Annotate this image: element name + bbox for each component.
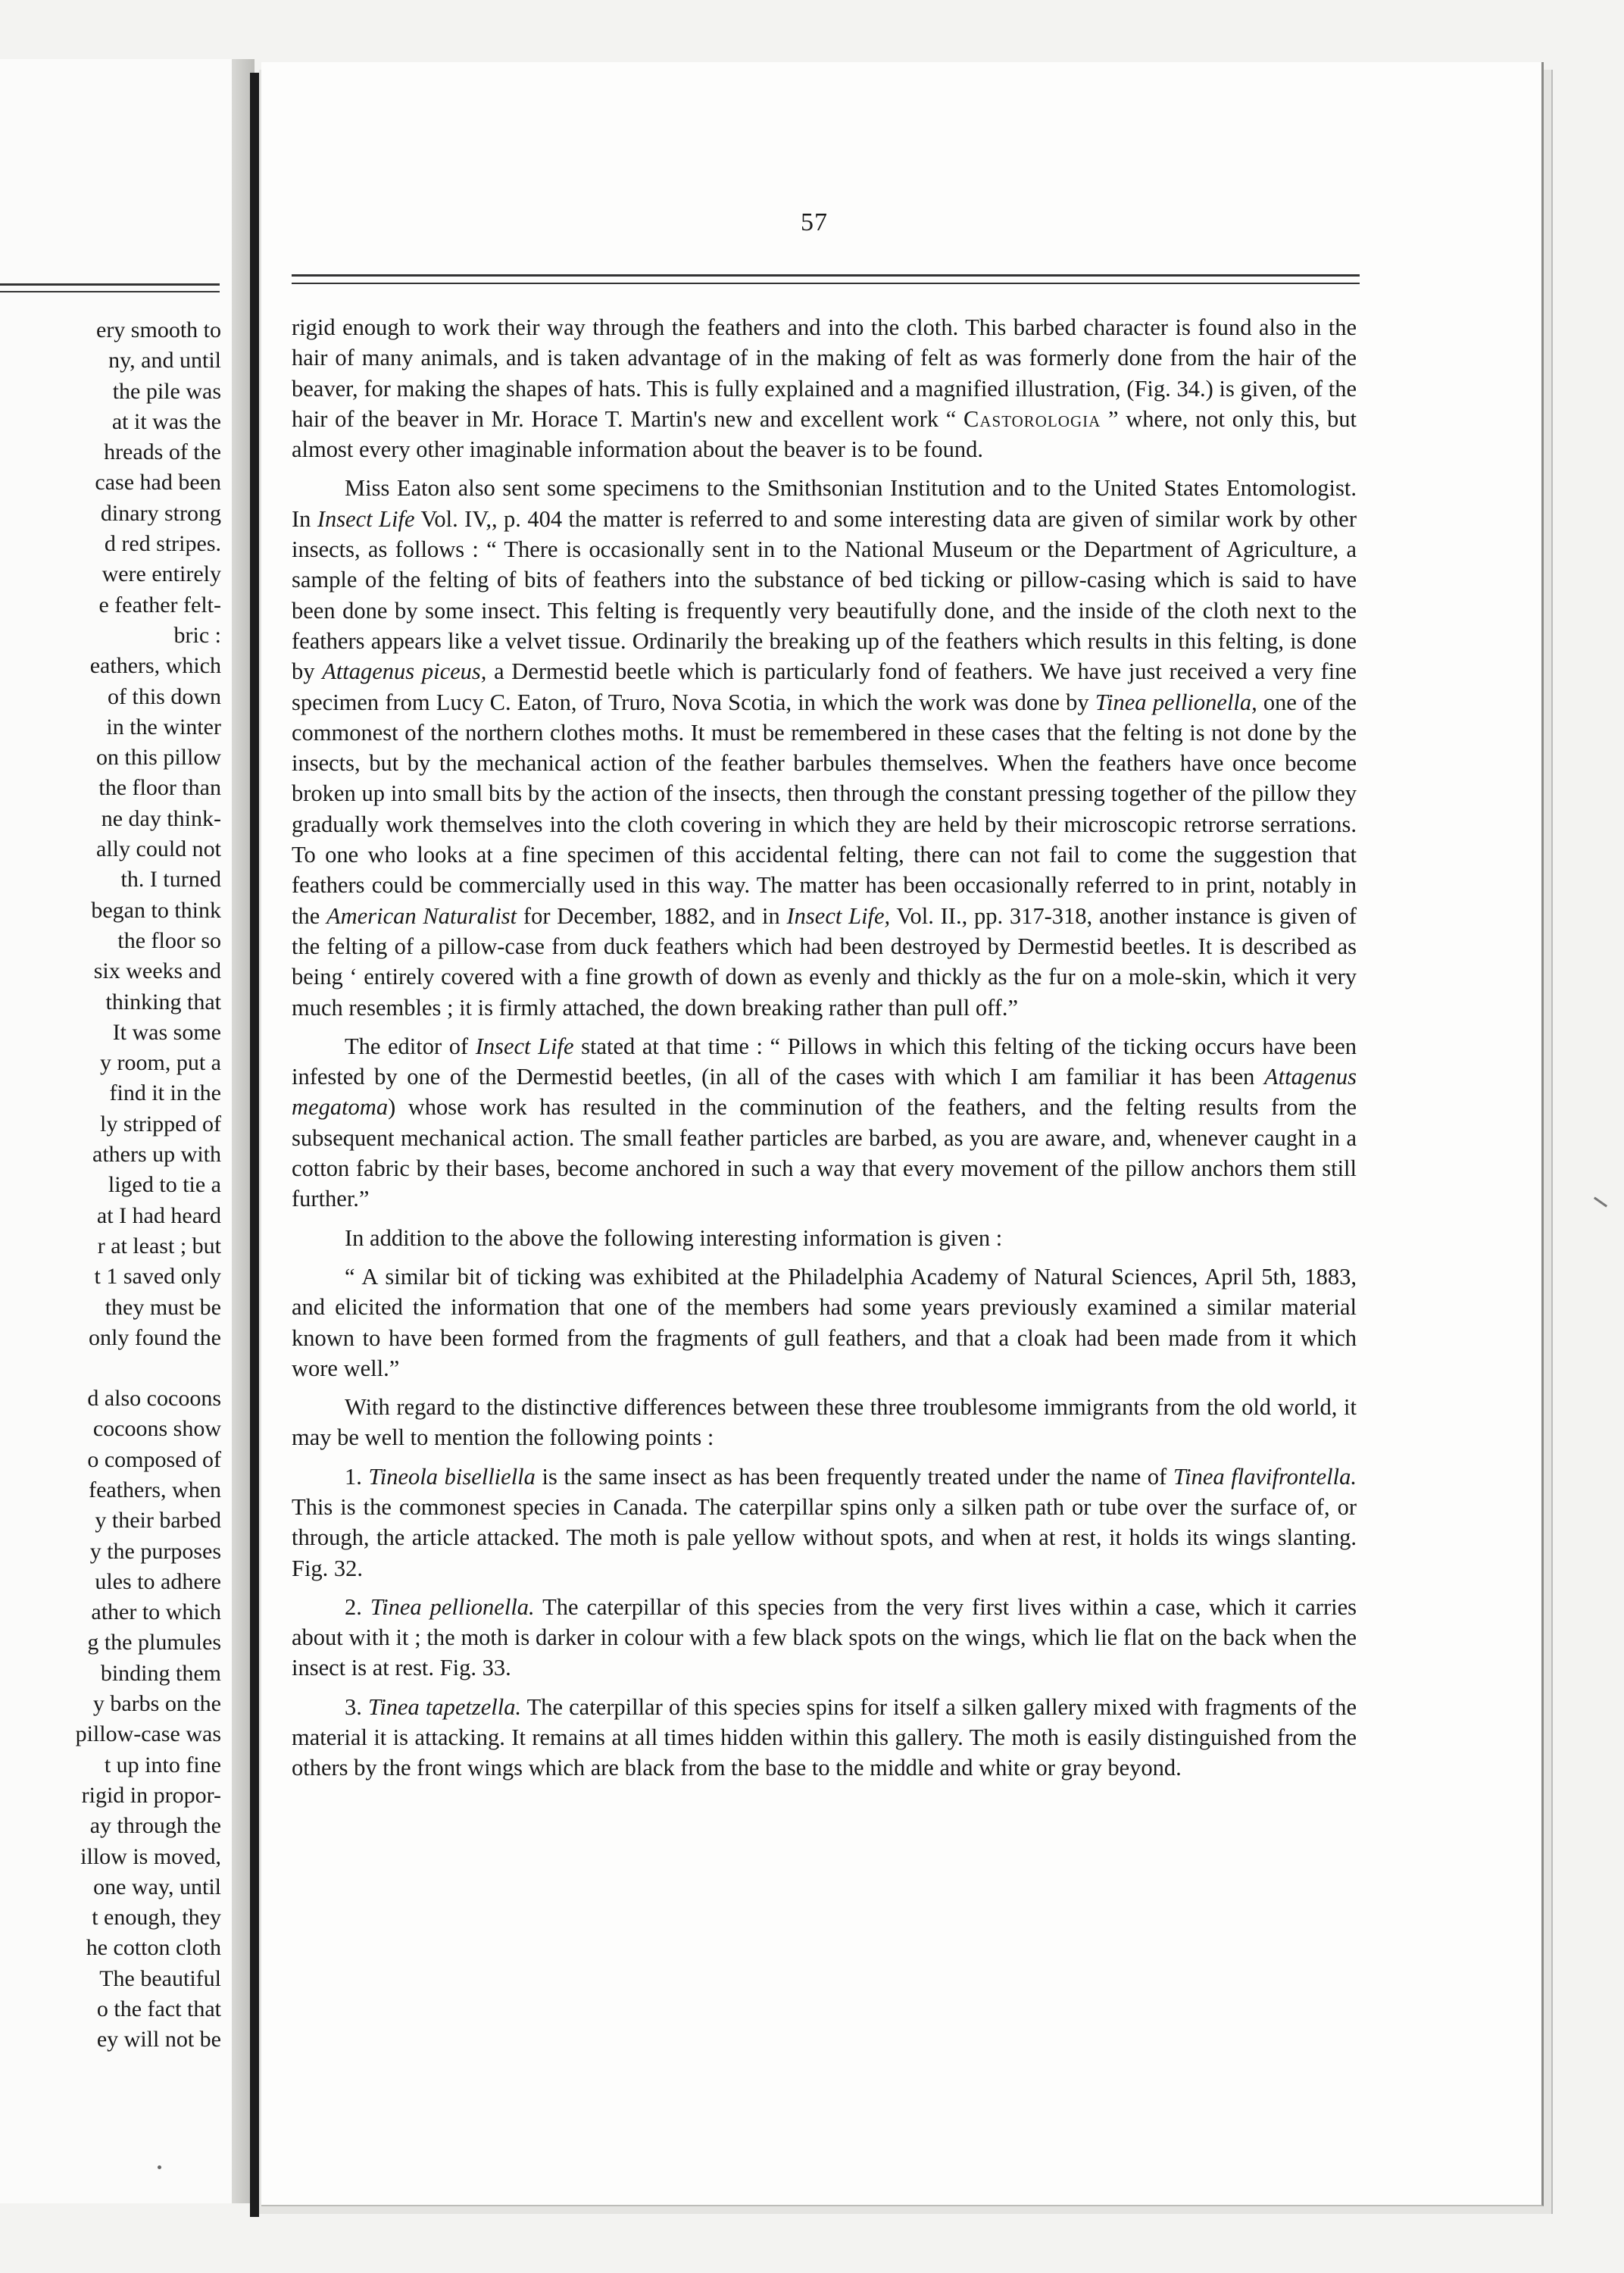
book-title-castorologia: Castorologia (963, 405, 1101, 432)
paragraph-additional-info: In addition to the above the following interesting information is given : (345, 1224, 1003, 1251)
species-name: Tinea pellionella, (1095, 689, 1257, 715)
list-number: 3. (345, 1693, 368, 1720)
left-page-line: t up into fine (104, 1752, 221, 1777)
paragraph-text: is the same insect as has been frequently treated under the name of (535, 1463, 1173, 1490)
species-name: Attagenus piceus, (322, 658, 487, 685)
left-page-line: in the winter (106, 714, 221, 739)
list-item-tineola-biselliella (292, 1462, 1357, 1584)
left-page-line: at it was the (111, 408, 221, 434)
paragraph-text: stated at that time : “ Pillows in which this felting of the ticking occurs have been infested by one of the Dermestid beetles, (in all of the cases with which I am familiar it has been (292, 1033, 1357, 1090)
left-page-line: ey will not be (96, 2027, 221, 2053)
left-page-line: o the fact that (96, 1996, 221, 2022)
left-page-line: feathers, when (89, 1477, 221, 1502)
left-page-line: athers up with (92, 1142, 221, 1168)
left-page-line: t enough, they (92, 1905, 221, 1931)
left-page-line: at I had heard (96, 1202, 221, 1228)
left-page-line: y room, put a (100, 1050, 221, 1076)
left-page-line: ery smooth to (96, 317, 221, 342)
left-page-line: ly stripped of (100, 1111, 221, 1136)
left-page-line: he cotton cloth (86, 1935, 221, 1961)
left-page-line: pillow-case was (75, 1721, 221, 1747)
left-page-line: ny, and until (108, 348, 221, 374)
left-page-line: they must be (105, 1294, 221, 1320)
species-name: Tinea flavifrontella. (1173, 1463, 1357, 1490)
paragraph-text: This is the commonest species in Canada. The caterpillar spins only a silken path or tube over the surface of, or through, the article attacked. The moth is pale yellow without spots, and when at rest, it holds its wings slanting. Fig. 32. (292, 1493, 1357, 1581)
left-page-line: e feather felt- (98, 592, 221, 617)
species-name: Tinea tapetzella. (367, 1693, 522, 1720)
left-page-line: The beautiful (99, 1965, 221, 1991)
left-page-line: six weeks and (93, 958, 221, 984)
paragraph-text: one of the commonest of the northern clothes moths. It must be remembered in these cases that the felting is not done by the insects, but by the mechanical action of the feather barbules themselves. When the feathers have once become broken up into small bits by the action of the insects, then through the constant pressing together of the pillow they gradually work themselves into the cloth covering in which they are held by their microscopic retrorse serrations. To one who looks at a fine specimen of this accidental felting, there can not fail to come the suggestion that feathers could be commercially used in this way. The matter has been occasionally referred to in print, notably in the (292, 689, 1357, 929)
paragraph-distinctive-differences: With regard to the distinctive differences between these three troublesome immigrants from the old world, it may be well to mention the following points : (292, 1394, 1357, 1451)
left-page-line: y barbs on the (92, 1691, 221, 1717)
left-page-line: ally could not (96, 836, 221, 862)
left-page-line: r at least ; but (97, 1233, 221, 1258)
left-page-line: ules to adhere (95, 1568, 221, 1594)
paragraph-text: The caterpillar of this species spins for itself a silken gallery mixed with fragments of the material it is attacking. It remains at all times hidden within this gallery. The moth is easily distinguished from the others by the front wings which are black from the base to the middle and white or gray beyond. (292, 1693, 1357, 1781)
left-page-line: y their barbed (95, 1508, 221, 1534)
left-page-line: g the plumules (87, 1630, 221, 1656)
left-page-line: ather to which (91, 1599, 221, 1625)
paragraph-text: ) whose work has resulted in the comminution of the feathers, and the felting results from the subsequent mechanical action. The small feather particles are barbed, as you are aware, and, whenever caught in a cotton fabric by their bases, become anchored in such a way that every movement of the pillow anchors them still further.” (292, 1094, 1357, 1212)
journal-title: Insect Life, (786, 902, 891, 929)
paragraph-text: Vol. II., pp. 317-318, another instance is given of the felting of a pillow-case from duck feathers which had been destroyed by Dermestid beetles. It is described as being ‘ entirely covered with a fine growth of down as evenly and thickly as the fur on a mole-skin, which it very much resembles ; it is firmly attached, the down breaking rather than pull off.” (292, 902, 1357, 1021)
left-page-header-rule (0, 283, 220, 292)
paragraph-beaver-hair (292, 312, 1357, 464)
paragraph-text: rigid enough to work their way through the feathers and into the cloth. This barbed character is found also in the hair of many animals, and is taken advantage of in the making of felt as was formerly done from the hair of the beaver, for making the shapes of hats. This is fully explained and a magnified illustration, (Fig. 34.) is given, of the hair of the beaver in Mr. Horace T. Martin's new and excellent work “ (292, 314, 1357, 432)
left-page-line: d red stripes. (104, 531, 221, 557)
page-number: 57 (801, 208, 828, 236)
paragraph-text: The caterpillar of this species from the very first lives within a case, which it carries about with it ; the moth is darker in colour with a few black spots on the wings, which lie flat on the back when the insect is at rest. Fig. 33. (292, 1593, 1357, 1681)
left-page-line: on this pillow (95, 745, 221, 771)
species-name: Tineola biselliella (368, 1463, 536, 1490)
left-page-line: rigid in propor- (81, 1782, 221, 1808)
paragraph-text: for December, 1882, and in (517, 902, 787, 929)
left-page-line: the pile was (112, 378, 221, 404)
left-page-line: hreads of the (104, 439, 221, 465)
book-binding-edge (250, 73, 259, 2217)
scan-dust-speck (158, 2165, 161, 2169)
left-page-line: t 1 saved only (94, 1264, 221, 1290)
paragraph-insect-life-quote (292, 473, 1357, 1022)
paragraph-text: Miss Eaton also sent some specimens to the Smithsonian Institution and to the United States Entomologist. In (292, 475, 1357, 532)
left-page-line: th. I turned (120, 867, 221, 893)
left-page-line: It was some (112, 1019, 221, 1045)
paragraph-text: a Dermestid beetle which is particularly fond of feathers. We have just received a very fine specimen from Lucy C. Eaton, of Truro, Nova Scotia, in which the work was done by (292, 658, 1357, 715)
left-page-line: the floor than (98, 775, 221, 801)
species-name: Tinea pellionella. (370, 1593, 535, 1620)
journal-title: Insect Life (317, 505, 415, 532)
left-page-line: were entirely (102, 561, 221, 587)
list-item-tinea-tapetzella (292, 1692, 1357, 1784)
left-page-line: the floor so (117, 927, 221, 953)
left-page-text-column (0, 315, 221, 2056)
left-page-line (0, 1353, 221, 1383)
left-page-line: began to think (91, 897, 221, 923)
left-page-line: dinary strong (100, 500, 221, 526)
left-page-line: bric : (173, 622, 221, 648)
left-page-line: one way, until (93, 1874, 221, 1899)
paragraph-text: The editor of (345, 1033, 476, 1059)
scan-crop-mark (1594, 1197, 1607, 1208)
left-page-line: binding them (100, 1660, 221, 1686)
header-double-rule (292, 274, 1360, 284)
species-name: Attagenus megatoma (292, 1064, 1357, 1121)
list-number: 1. (345, 1463, 369, 1490)
paragraph-editor-statement (292, 1031, 1357, 1215)
left-page-line: y the purposes (89, 1538, 221, 1564)
left-page-line: ne day think- (101, 805, 221, 831)
left-page-line: liged to tie a (108, 1172, 221, 1198)
left-page-line: eathers, which (89, 653, 221, 679)
left-page-line: only found the (89, 1324, 221, 1350)
list-number: 2. (345, 1593, 370, 1620)
journal-title: American Naturalist (326, 902, 517, 929)
left-page-line: find it in the (109, 1080, 221, 1106)
paragraph-text: Vol. IV,, p. 404 the matter is referred to and some interesting data are given of similar work by other insects, as follows : “ There is occasionally sent in to the National Museum or the Department of Agriculture, a sample of the felting of bits of feathers into the substance of bed ticking or pillow-casing which is said to have been done by some insect. This felting is frequently very beautifully done, and the inside of the cloth next to the feathers appears like a velvet tissue. Ordinarily the breaking up of the feathers which results in this felting, is done by (292, 505, 1357, 685)
left-page-line: d also cocoons (87, 1386, 221, 1412)
left-facing-page (0, 59, 233, 2203)
left-page-line: o composed of (87, 1446, 221, 1472)
journal-title: Insect Life (475, 1033, 574, 1059)
left-page-line: thinking that (105, 989, 221, 1015)
left-page-line: case had been (95, 470, 221, 496)
paragraph-text: ” where, not only this, but almost every other imaginable information about the beaver is to be found. (292, 405, 1357, 463)
left-page-line: of this down (108, 683, 221, 709)
list-item-tinea-pellionella (292, 1592, 1357, 1684)
left-page-line: illow is moved, (80, 1843, 221, 1869)
left-page-line: ay through the (89, 1813, 221, 1839)
paragraph-philadelphia-academy: “ A similar bit of ticking was exhibited at the Philadelphia Academy of Natural Sciences, April 5th, 1883, and elicited the information that one of the members had some years previously examined a similar material known to have been formed from the fragments of gull feathers, and that a cloak had been made from it which wore well.” (292, 1263, 1357, 1381)
page-body-text (292, 312, 1357, 1784)
left-page-line: cocoons show (92, 1416, 221, 1442)
